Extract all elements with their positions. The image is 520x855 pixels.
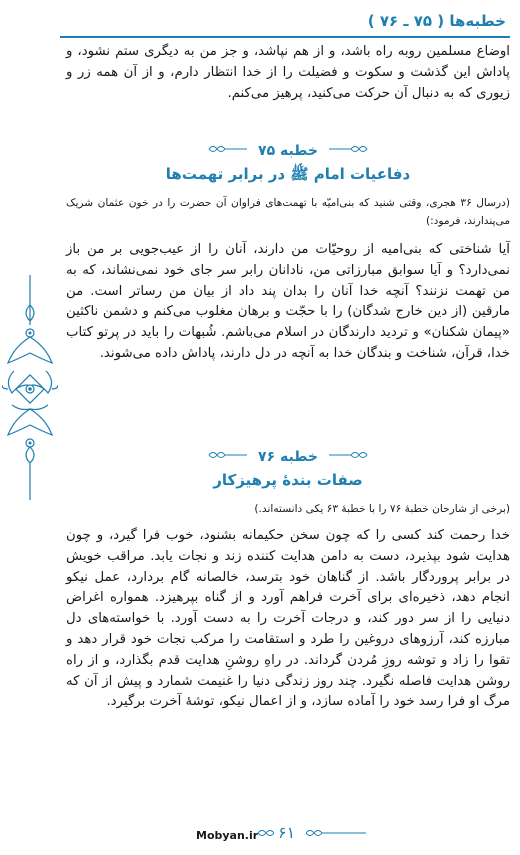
intro-paragraph: اوضاع مسلمین روبه راه باشد، و از هم نپاشد، و جز من به دیگری ستم نشود، و پاداش این گذشت و سکوت و فضیلت را از خدا انتظار دارم، و از آن همه زر و زیوری که به دنبال آن حرکت می‌کنید، پرهیز می‌کنم.	[66, 44, 510, 101]
sermon-76-paragraph: خدا رحمت کند کسی را که چون سخن حکیمانه بشنود، خوب فرا گیرد، و چون هدایت شود بپذیرد، دست به دامن هدایت کننده زند و نجات یابد. مراقب خویش در برابر پروردگار باشد. از گناهان خود بترسد، خالصانه گام بردارد، عمل نیکو انجام دهد، ذخیره‌ای برای آخرت فراهم آورد و از گناه بپرهیزد. همواره اغراض دنیایی را از سر دور کند، و درجات آخرت را به دست آورد. با خواسته‌های دل مبارزه کند، آرزوهای دروغین را طرد و استقامت را مرکب نجات خود قرار دهد و تقوا را زاد و توشه روزِ مُردن گرداند. در راهِ روشنِ هدایت قدم بگذارد، و از راه روشن هدایت فاصله نگیرد. چند روز زندگی دنیا را غنیمت شمارد و پیش از آن که مرگ او فرا رسد خود را آماده سازد، و از اعمال نیکو، توشهٔ آخرت برگیرد.	[66, 528, 510, 710]
sermon-76-heading	[66, 446, 510, 468]
sermon-75-title: دفاعیات امام ﷺ در برابر تهمت‌ها	[165, 165, 411, 183]
site-watermark: Mobyan.ir	[196, 829, 259, 842]
sermon-75-paragraph: آیا شناختی که بنی‌امیه از روحیّات من دارند، آنان را از عیب‌جویی بر من باز نمی‌دارد؟ و آیا سوابق مبارزاتی من، نادانان رابر سر جای خود نمی‌نشاند، که به من تهمت نزنند؟ آنچه خدا آنان را بدان پند داد از بیان من رساتر است. من مارقین (از دین خارج شدگان) را با حجّت و برهان مغلوب می‌کنم و دشمن ناکثین «پیمان شکنان» و تردید دارندگان در اسلام می‌باشم. شُبهات را باید در پرتو کتاب خدا، قرآن، شناخت و بندگان خدا به آنچه در دل دارند، پاداش داده می‌شوند.	[66, 242, 510, 361]
header-rule	[60, 36, 510, 38]
knot-ornament-icon	[207, 446, 247, 468]
knot-ornament-icon	[329, 446, 369, 468]
page-number: ۶۱	[278, 823, 296, 842]
sermon-76-note: (برخی از شارحان خطبهٔ ۷۶ را با خطبهٔ ۶۳ یکی دانسته‌اند.)	[254, 503, 510, 515]
sermon-76-number: خطبه ۷۶	[258, 449, 318, 465]
knot-ornament-icon	[207, 140, 247, 162]
floral-ornament-icon	[2, 275, 58, 500]
page-footer	[0, 815, 520, 855]
sermon-75-heading	[66, 140, 510, 162]
running-header: خطبه‌ها ( ۷۵ ـ ۷۶ )	[367, 12, 506, 30]
sermon-76-title: صفات بندهٔ پرهیزکار	[213, 471, 363, 489]
knot-ornament-icon	[254, 827, 274, 839]
knot-ornament-icon	[306, 827, 366, 839]
sermon-75-note: (درسال ۳۶ هجری، وقتی شنید که بنی‌امیّه با تهمت‌های فراوان آن حضرت را در خون عثمان شریک می‌پندارند، فرمود:)	[66, 197, 511, 227]
sermon-75-number: خطبه ۷۵	[258, 143, 318, 159]
knot-ornament-icon	[329, 140, 369, 162]
